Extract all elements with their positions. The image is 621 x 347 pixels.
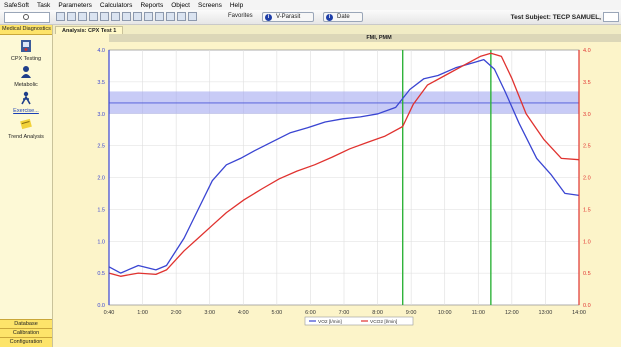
y-tick-label-left: 0.5 <box>97 271 105 278</box>
x-tick-label: 8:00 <box>372 310 383 316</box>
x-tick-label: 12:00 <box>504 310 519 316</box>
trend-analysis-icon <box>19 117 33 131</box>
favorites-label: Favorites <box>228 13 253 19</box>
paste-icon[interactable] <box>133 12 142 21</box>
menu-item-task[interactable]: Task <box>36 1 51 9</box>
y-tick-label-right: 0.0 <box>583 303 591 309</box>
legend-label: VO2 [l/min] <box>318 320 342 325</box>
metabolic-icon <box>19 65 33 79</box>
sidebar-item-trend-analysis[interactable] <box>0 117 52 140</box>
y-tick-label-left: 4.0 <box>97 48 105 54</box>
date-label: Date <box>337 14 350 20</box>
info-circle-icon: i <box>326 14 333 21</box>
date-button[interactable] <box>323 12 363 22</box>
chart-legend <box>305 317 413 325</box>
test-subject <box>511 12 619 22</box>
legend-label: VCO2 [l/min] <box>370 320 398 325</box>
x-tick-label: 10:00 <box>437 310 452 316</box>
sidebar-header: Medical Diagnostics <box>0 25 52 35</box>
sidebar-item-exercise[interactable] <box>0 91 52 114</box>
sidebar-item-label: Metabolic <box>14 82 38 88</box>
x-tick-label: 11:00 <box>471 310 485 316</box>
sidebar-calibration[interactable]: Calibration <box>0 328 52 338</box>
y-tick-label-right: 0.5 <box>583 271 591 278</box>
search-icon <box>23 14 29 20</box>
sidebar-configuration[interactable]: Configuration <box>0 337 52 347</box>
info-circle-icon: i <box>265 14 272 21</box>
chart-title: FMI, PMM <box>109 34 621 42</box>
x-tick-label: 14:00 <box>572 310 586 316</box>
menu-item-help[interactable]: Help <box>229 1 244 9</box>
menu-item-safesoft[interactable]: SafeSoft <box>4 1 29 9</box>
cpx-testing-icon <box>19 39 33 53</box>
x-tick-label: 9:00 <box>405 310 417 316</box>
subject-field[interactable] <box>603 12 619 22</box>
menu-item-reports[interactable]: Reports <box>140 1 164 9</box>
search-box[interactable] <box>4 12 50 23</box>
y-tick-label-right: 2.0 <box>583 175 591 182</box>
new-icon[interactable] <box>56 12 65 21</box>
sidebar-item-metabolic[interactable] <box>0 65 52 88</box>
x-tick-label: 7:00 <box>338 310 350 316</box>
refresh-icon[interactable] <box>166 12 175 21</box>
menu-item-parameters[interactable]: Parameters <box>58 1 92 9</box>
y-tick-label-right: 3.5 <box>583 79 591 86</box>
cut-icon[interactable] <box>111 12 120 21</box>
copy-icon[interactable] <box>122 12 131 21</box>
chart-panel <box>53 34 621 347</box>
sidebar <box>0 25 53 347</box>
v-parasit-label: V-Parasit <box>276 14 301 20</box>
y-tick-label-left: 3.5 <box>97 79 105 86</box>
sidebar-database[interactable]: Database <box>0 319 52 329</box>
y-tick-label-left: 1.0 <box>97 239 105 246</box>
x-tick-label: 6:00 <box>305 310 316 316</box>
x-tick-label: 4:00 <box>237 310 249 316</box>
y-tick-label-right: 3.0 <box>583 111 591 118</box>
y-tick-label-left: 1.5 <box>97 207 105 214</box>
test-subject-label: Test Subject: TECP SAMUEL, <box>510 13 601 21</box>
y-tick-label-left: 2.0 <box>97 175 105 182</box>
table-icon[interactable] <box>144 12 153 21</box>
open-icon[interactable] <box>67 12 76 21</box>
y-tick-label-right: 4.0 <box>583 48 591 54</box>
save-icon[interactable] <box>78 12 87 21</box>
y-tick-label-right: 1.5 <box>583 207 591 214</box>
y-tick-label-right: 2.5 <box>583 143 591 150</box>
chart-area <box>53 34 621 347</box>
toolbar-icon-group <box>56 12 197 21</box>
toolbar <box>0 10 621 25</box>
menu-item-screens[interactable]: Screens <box>198 1 222 9</box>
sidebar-item-label: Exercise... <box>13 108 39 114</box>
y-tick-label-left: 0.0 <box>97 303 105 309</box>
export-icon[interactable] <box>100 12 109 21</box>
sidebar-item-label: CPX Testing <box>10 56 42 62</box>
info-icon[interactable] <box>188 12 197 21</box>
x-tick-label: 0:40 <box>103 310 115 316</box>
x-tick-label: 1:00 <box>137 310 148 316</box>
graph-icon[interactable] <box>155 12 164 21</box>
help-icon[interactable] <box>177 12 186 21</box>
y-tick-label-right: 1.0 <box>583 239 591 246</box>
print-icon[interactable] <box>89 12 98 21</box>
menu-item-calculators[interactable]: Calculators <box>99 1 133 9</box>
x-tick-label: 5:00 <box>271 310 283 316</box>
tab-analysis[interactable]: Analysis: CPX Test 1 <box>55 26 123 35</box>
exercise-icon <box>19 91 33 105</box>
y-tick-label-left: 3.0 <box>97 111 105 118</box>
menu-item-object[interactable]: Object <box>171 1 190 9</box>
sidebar-item-label: Trend Analysis <box>8 134 44 140</box>
sidebar-item-cpx-testing[interactable] <box>0 39 52 62</box>
v-parasit-button[interactable] <box>262 12 314 22</box>
y-tick-label-left: 2.5 <box>97 143 105 150</box>
x-tick-label: 3:00 <box>204 310 216 316</box>
x-tick-label: 2:00 <box>170 310 182 316</box>
x-tick-label: 13:00 <box>538 310 553 316</box>
